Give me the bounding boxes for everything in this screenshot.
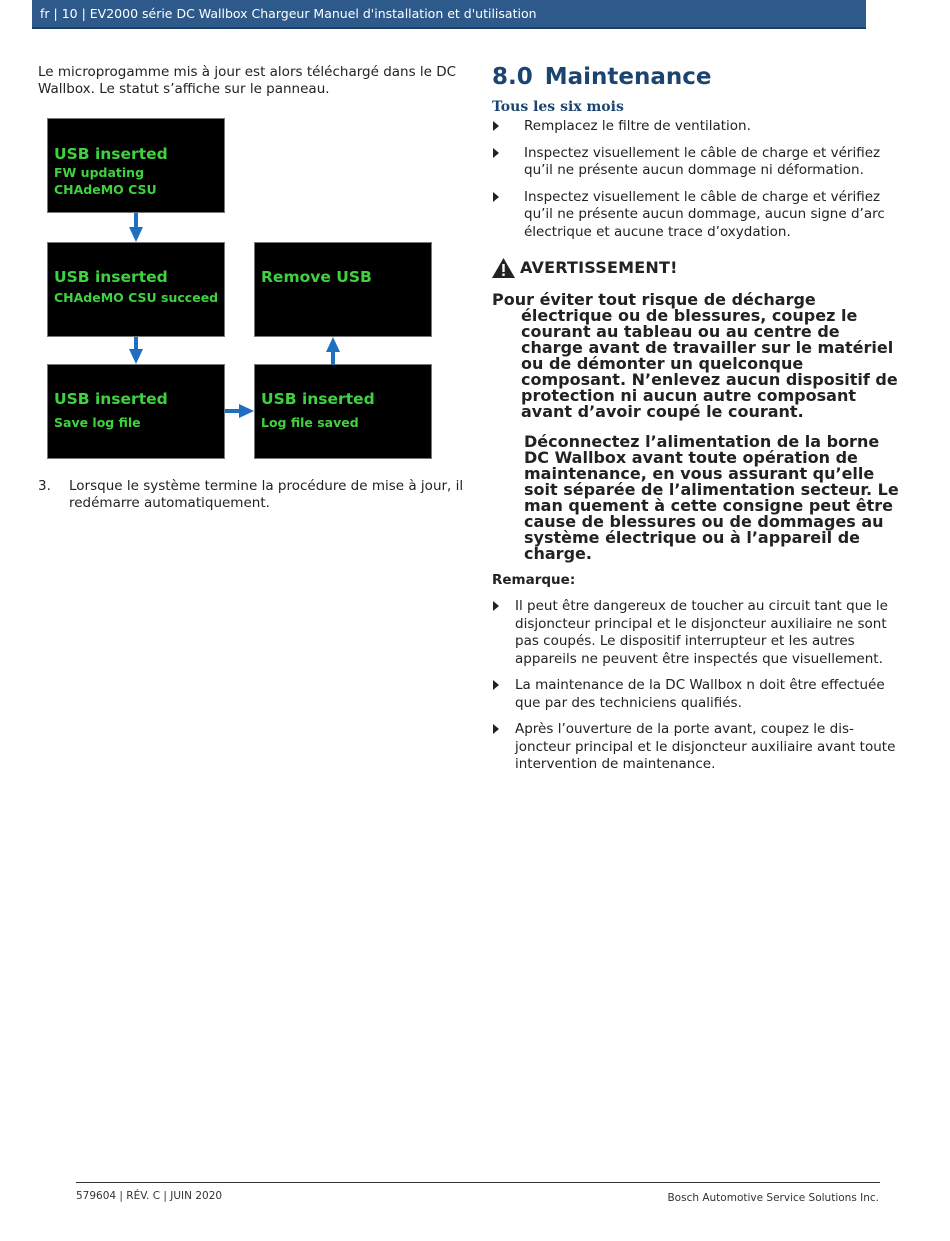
footer-company: Bosch Automotive Service Solutions Inc. [667, 1192, 879, 1204]
screen-line: USB inserted [54, 145, 168, 163]
arrow-up-icon [326, 337, 340, 365]
bullet-triangle-icon [493, 121, 499, 131]
subheading: Tous les six mois [492, 99, 624, 115]
list-item [492, 721, 902, 774]
screen-line: CHAdeMO CSU [54, 182, 157, 197]
screen-line: Log file saved [261, 415, 359, 430]
arrow-down-icon [129, 337, 143, 365]
list-item-text: Il peut être dangereux de toucher au circuit tant que le disjoncteur principal et le disjoncteur auxiliaire ne sont pas coupés. Le dispositif interrupteur et les autres appareils ne peuvent être inspectés que visuellement. [515, 598, 888, 667]
screen-line: CHAdeMO CSU succeed [54, 290, 219, 305]
list-item [492, 189, 902, 242]
warning-heading [492, 258, 902, 278]
screen-line: USB inserted [54, 268, 168, 286]
warning-paragraph: Pour éviter tout risque de décharge électrique ou de blessures, coupez le courant au tableau ou au centre de charge avant de travailler sur le matériel ou de démonter un quelconque composant. N’enlevez aucun dispositif de protection ni aucun autre composant avant d’avoir coupé le courant. [492, 290, 898, 421]
screen-remove-usb [254, 242, 432, 337]
list-item [492, 145, 902, 180]
screen-save-log [47, 364, 225, 459]
list-item-text: Inspectez visuellement le câble de charge et vérifiez qu’il ne présente aucun dommage, aucun signe d’arc électrique et aucune trace d’oxydation. [524, 188, 885, 240]
screen-line: USB inserted [54, 390, 168, 408]
section-title: Maintenance [544, 64, 712, 90]
list-item-text: Inspectez visuellement le câble de charge et vérifiez qu’il ne présente aucun dommage ni déformation. [524, 144, 881, 178]
bullet-triangle-icon [493, 601, 499, 611]
screen-line: Save log file [54, 415, 141, 430]
arrow-down-icon [129, 213, 143, 243]
screen-line: Remove USB [261, 268, 372, 286]
list-item [492, 677, 902, 712]
remark-list [492, 598, 902, 774]
section-number: 8.0 [492, 64, 533, 90]
list-item [492, 598, 902, 668]
screen-line: FW updating [54, 165, 145, 180]
step-text: Lorsque le système termine la procédure de mise à jour, il redémarre automatiquement. [69, 478, 464, 511]
firmware-update-diagram [38, 116, 458, 466]
remark-label: Remarque: [492, 572, 576, 588]
footer-divider [76, 1182, 880, 1183]
bullet-triangle-icon [493, 724, 499, 734]
arrow-right-icon [225, 404, 255, 418]
six-month-list [492, 118, 902, 241]
screen-log-saved [254, 364, 432, 459]
warning-icon [492, 258, 515, 278]
screen-fw-updating [47, 118, 225, 213]
bullet-triangle-icon [493, 148, 499, 158]
right-column [492, 62, 902, 783]
list-item-text: La maintenance de la DC Wallbox n doit être effectuée que par des techniciens qualifiés. [515, 677, 885, 711]
section-heading [492, 62, 902, 92]
list-item-text: Après l’ouverture de la porte avant, coupez le disjoncteur principal et le disjoncteur auxiliaire avant toute intervention de maintenance. [515, 721, 896, 772]
screen-csu-succeed [47, 242, 225, 337]
list-item [492, 118, 902, 136]
bullet-triangle-icon [493, 192, 499, 202]
page-header: fr | 10 | EV2000 série DC Wallbox Chargeur Manuel d'installation et d'utilisation [32, 0, 866, 29]
step-number: 3. [38, 478, 51, 494]
warning-paragraph: Déconnectez l’alimentation de la borne DC Wallbox avant toute opération de maintenance, en vous assurant qu’elle soit séparée de l’alimentation secteur. Le man quement à cette consigne peut être cause de blessures ou de dommages au système électrique ou à l’appareil de charge. [524, 432, 899, 563]
bullet-triangle-icon [493, 680, 499, 690]
screen-line: USB inserted [261, 390, 375, 408]
list-item-text: Remplacez le filtre de ventilation. [524, 118, 751, 134]
step-3 [38, 478, 470, 512]
footer-doc-info: 579604 | RÉV. C | JUIN 2020 [76, 1190, 223, 1202]
left-column [38, 64, 468, 511]
intro-paragraph: Le microprogamme mis à jour est alors téléchargé dans le DC Wallbox. Le statut s’affiche sur le panneau. [38, 64, 457, 97]
warning-title: AVERTISSEMENT! [520, 258, 678, 277]
